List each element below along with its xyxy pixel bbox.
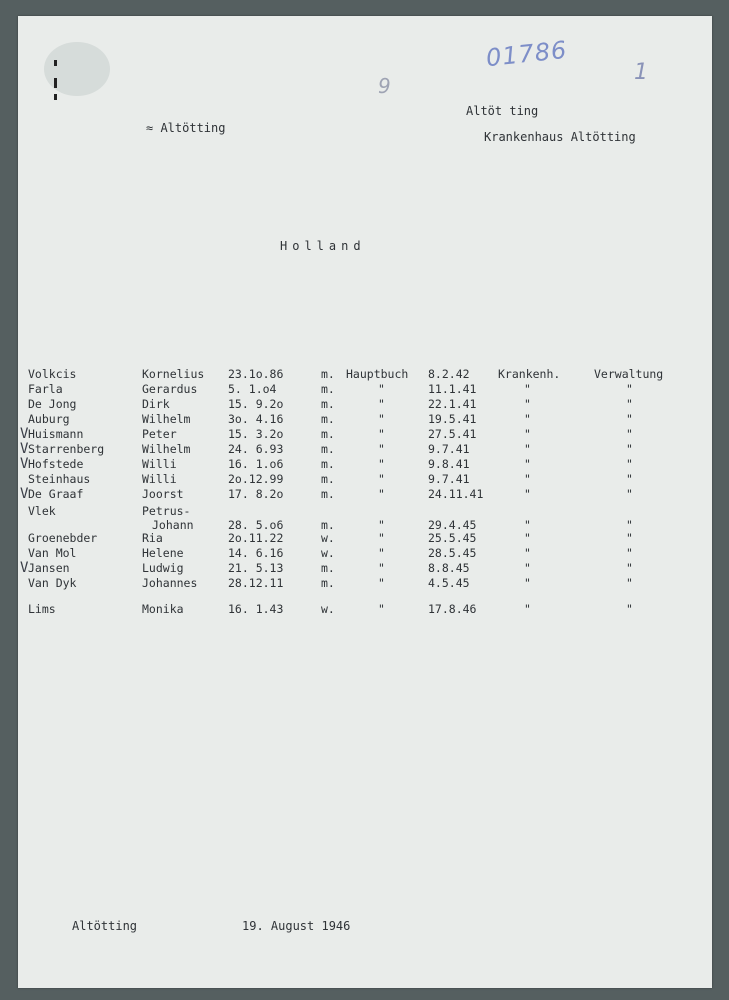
cell-surname: Groenebder — [28, 531, 98, 545]
document-page — [18, 16, 712, 988]
cell-office: " — [626, 412, 633, 426]
cell-first: Ludwig — [142, 561, 184, 575]
cell-dob: 28. 5.o6 — [228, 518, 284, 532]
cell-surname: Lims — [28, 602, 56, 616]
check-mark: V — [20, 486, 29, 502]
cell-office: " — [626, 472, 633, 486]
cell-date: 11.1.41 — [428, 382, 477, 396]
cell-place: " — [524, 457, 531, 471]
cell-sex: w. — [321, 602, 335, 616]
cell-dob: 5. 1.o4 — [228, 382, 277, 396]
cell-register: " — [378, 412, 385, 426]
cell-sex: m. — [321, 442, 335, 456]
cell-place: " — [524, 518, 531, 532]
cell-sex: m. — [321, 427, 335, 441]
cell-office: " — [626, 546, 633, 560]
cell-sex: m. — [321, 472, 335, 486]
cell-register: " — [378, 487, 385, 501]
table-row — [18, 367, 712, 381]
cell-first: Peter — [142, 427, 177, 441]
cell-register: " — [378, 561, 385, 575]
table-row — [18, 382, 712, 396]
cell-sex: m. — [321, 487, 335, 501]
table-row — [18, 442, 712, 456]
pencil-mark: 9 — [378, 74, 391, 98]
cell-sex: m. — [321, 561, 335, 575]
cell-first: Ria — [142, 531, 163, 545]
cell-date: 9.7.41 — [428, 442, 470, 456]
cell-office: " — [626, 602, 633, 616]
table-row — [18, 546, 712, 560]
cell-first: Wilhelm — [142, 412, 191, 426]
cell-office: " — [626, 382, 633, 396]
heading-right-place: Altöt ting — [466, 104, 539, 118]
punch-mark — [54, 94, 57, 100]
cell-office: " — [626, 531, 633, 545]
cell-dob: 16. 1.43 — [228, 602, 284, 616]
cell-office: Verwaltung — [594, 367, 664, 381]
cell-surname: Volkcis — [28, 367, 77, 381]
cell-first: Willi — [142, 472, 177, 486]
cell-date: 24.11.41 — [428, 487, 484, 501]
cell-register: " — [378, 531, 385, 545]
cell-office: " — [626, 457, 633, 471]
cell-register: " — [378, 457, 385, 471]
cell-surname: Starrenberg — [28, 442, 105, 456]
cell-first: Petrus- — [142, 504, 191, 518]
table-row — [18, 472, 712, 486]
cell-place: " — [524, 576, 531, 590]
cell-date: 25.5.45 — [428, 531, 477, 545]
cell-first: Gerardus — [142, 382, 198, 396]
cell-dob: 2o.12.99 — [228, 472, 284, 486]
cell-place: " — [524, 602, 531, 616]
cell-date: 4.5.45 — [428, 576, 470, 590]
table-row — [18, 412, 712, 426]
cell-first: Willi — [142, 457, 177, 471]
cell-date: 22.1.41 — [428, 397, 477, 411]
cell-surname: Jansen — [28, 561, 70, 575]
punch-mark — [54, 78, 57, 88]
cell-place: " — [524, 412, 531, 426]
punch-mark — [54, 60, 57, 66]
cell-register: " — [378, 472, 385, 486]
cell-place: " — [524, 561, 531, 575]
cell-place: " — [524, 531, 531, 545]
cell-dob: 15. 9.2o — [228, 397, 284, 411]
table-row — [18, 602, 712, 616]
cell-place: " — [524, 546, 531, 560]
cell-sex: m. — [321, 412, 335, 426]
cell-date: 28.5.45 — [428, 546, 477, 560]
cell-first: Monika — [142, 602, 184, 616]
cell-surname: Huismann — [28, 427, 84, 441]
archive-number: 01786 — [484, 35, 569, 73]
cell-dob: 14. 6.16 — [228, 546, 284, 560]
cell-surname: De Graaf — [28, 487, 84, 501]
cell-sex: m. — [321, 382, 335, 396]
cell-surname: Vlek — [28, 504, 56, 518]
cell-dob: 15. 3.2o — [228, 427, 284, 441]
cell-dob: 21. 5.13 — [228, 561, 284, 575]
cell-surname: Van Mol — [28, 546, 77, 560]
cell-place: " — [524, 427, 531, 441]
cell-office: " — [626, 397, 633, 411]
cell-date: 8.8.45 — [428, 561, 470, 575]
check-mark: V — [20, 560, 29, 576]
cell-office: " — [626, 427, 633, 441]
cell-sex: m. — [321, 367, 335, 381]
cell-date: 9.7.41 — [428, 472, 470, 486]
cell-register: " — [378, 602, 385, 616]
cell-register: " — [378, 442, 385, 456]
cell-dob: 2o.11.22 — [228, 531, 284, 545]
cell-sex: m. — [321, 457, 335, 471]
cell-surname: Steinhaus — [28, 472, 91, 486]
cell-register: " — [378, 546, 385, 560]
cell-dob: 16. 1.o6 — [228, 457, 284, 471]
heading-left: ≈ Altötting — [146, 121, 226, 135]
cell-dob: 17. 8.2o — [228, 487, 284, 501]
cell-office: " — [626, 561, 633, 575]
cell-first: Wilhelm — [142, 442, 191, 456]
cell-first: Johannes — [142, 576, 198, 590]
cell-place: " — [524, 472, 531, 486]
cell-surname: Hofstede — [28, 457, 84, 471]
table-row — [18, 457, 712, 471]
cell-first: Kornelius — [142, 367, 205, 381]
cell-register: " — [378, 382, 385, 396]
table-row — [18, 487, 712, 501]
cell-surname: Farla — [28, 382, 63, 396]
table-row — [18, 576, 712, 590]
cell-date: 29.4.45 — [428, 518, 477, 532]
cell-date: 27.5.41 — [428, 427, 477, 441]
table-row — [18, 504, 712, 532]
page-number: 1 — [634, 60, 648, 85]
cell-place: " — [524, 442, 531, 456]
cell-register: Hauptbuch — [346, 367, 409, 381]
cell-place: " — [524, 397, 531, 411]
cell-date: 17.8.46 — [428, 602, 477, 616]
cell-sex: m. — [321, 576, 335, 590]
cell-register: " — [378, 576, 385, 590]
cell-sex: m. — [321, 518, 335, 532]
cell-dob: 3o. 4.16 — [228, 412, 284, 426]
cell-date: 19.5.41 — [428, 412, 477, 426]
cell-register: " — [378, 427, 385, 441]
table-row — [18, 561, 712, 575]
cell-surname: Van Dyk — [28, 576, 77, 590]
cell-dob: 23.1o.86 — [228, 367, 284, 381]
footer-place: Altötting — [72, 919, 138, 933]
cell-date: 8.2.42 — [428, 367, 470, 381]
cell-first: Joorst — [142, 487, 184, 501]
footer-date: 19. August 1946 — [242, 919, 351, 933]
table-row — [18, 531, 712, 545]
cell-place: Krankenh. — [498, 367, 561, 381]
cell-surname: Auburg — [28, 412, 70, 426]
table-row — [18, 397, 712, 411]
cell-register: " — [378, 518, 385, 532]
cell-place: " — [524, 382, 531, 396]
cell-first: Helene — [142, 546, 184, 560]
cell-office: " — [626, 442, 633, 456]
cell-office: " — [626, 576, 633, 590]
cell-sex: w. — [321, 546, 335, 560]
check-mark: V — [20, 441, 29, 457]
cell-sex: w. — [321, 531, 335, 545]
check-mark: V — [20, 426, 29, 442]
cell-register: " — [378, 397, 385, 411]
table-row — [18, 427, 712, 441]
cell-sex: m. — [321, 397, 335, 411]
cell-date: 9.8.41 — [428, 457, 470, 471]
cell-office: " — [626, 518, 633, 532]
cell-first-continued: Johann — [152, 518, 194, 532]
check-mark: V — [20, 456, 29, 472]
document-title: Holland — [280, 239, 366, 253]
cell-office: " — [626, 487, 633, 501]
cell-place: " — [524, 487, 531, 501]
heading-right-hospital: Krankenhaus Altötting — [484, 130, 636, 144]
cell-dob: 28.12.11 — [228, 576, 284, 590]
cell-first: Dirk — [142, 397, 170, 411]
cell-surname: De Jong — [28, 397, 77, 411]
cell-dob: 24. 6.93 — [228, 442, 284, 456]
